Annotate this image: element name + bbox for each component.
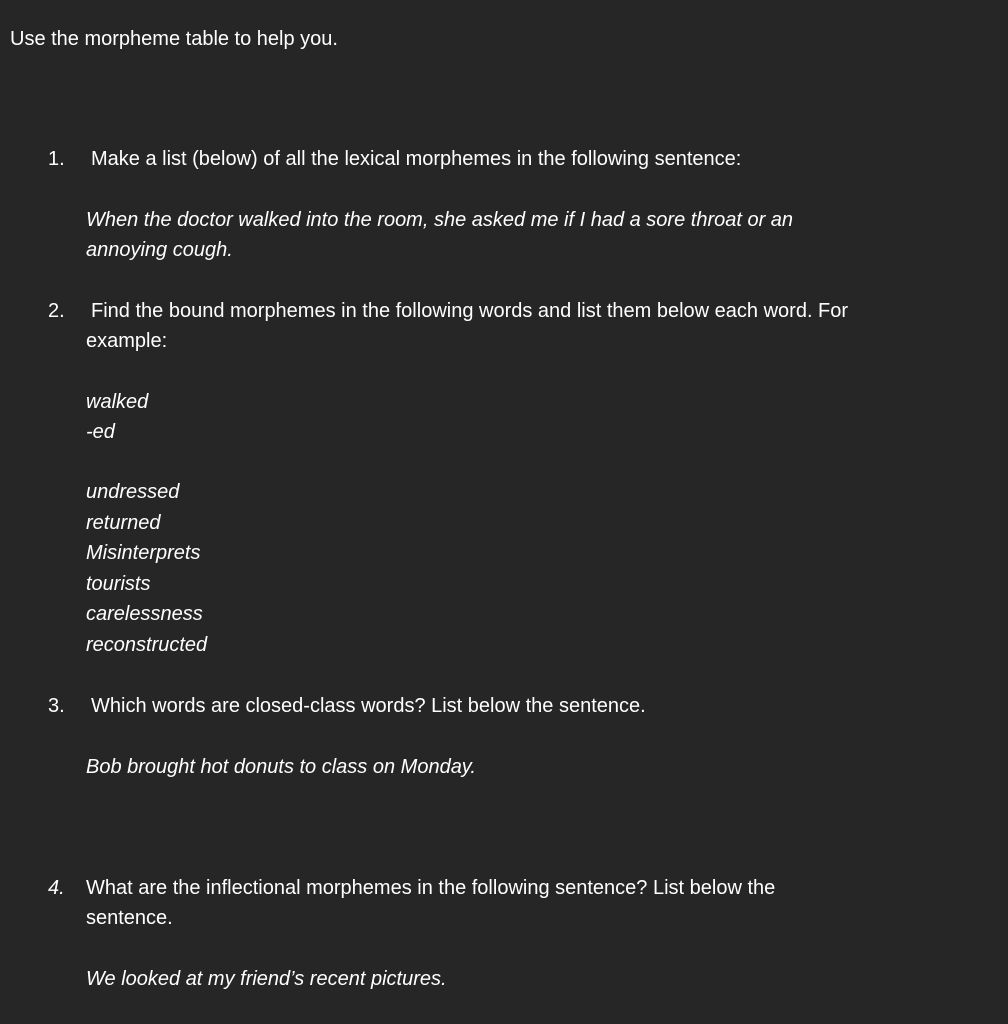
question-3-prompt: Which words are closed-class words? List below the sentence. [91, 695, 646, 717]
word-item: returned [86, 511, 161, 534]
question-1-sentence-line1: When the doctor walked into the room, she asked me if I had a sore throat or an [86, 209, 794, 231]
question-4-prompt-line1: What are the inflectional morphemes in the following sentence? List below the [86, 877, 776, 899]
question-1-sentence-line2: annoying cough. [86, 239, 233, 261]
example-morpheme: -ed [86, 421, 115, 443]
word-item: undressed [86, 481, 180, 503]
question-4-prompt-line2: sentence. [86, 907, 173, 929]
question-1-number: 1. [48, 148, 65, 170]
word-item: Misinterprets [86, 542, 201, 564]
word-list [86, 477, 207, 660]
question-3-number: 3. [48, 695, 65, 717]
question-4-number: 4. [48, 877, 65, 899]
question-2-number: 2. [48, 300, 65, 322]
question-3-sentence: Bob brought hot donuts to class on Monday. [86, 756, 476, 778]
word-item: tourists [86, 572, 151, 595]
example-word: walked [86, 391, 149, 413]
question-4-sentence: We looked at my friend’s recent pictures. [86, 968, 447, 990]
question-2-prompt-line2: example: [86, 330, 168, 352]
question-1-prompt: Make a list (below) of all the lexical morphemes in the following sentence: [91, 148, 742, 170]
intro-instruction: Use the morpheme table to help you. [10, 28, 338, 50]
word-item: reconstructed [86, 633, 208, 656]
word-item: carelessness [86, 603, 203, 625]
question-2-prompt-line1: Find the bound morphemes in the following words and list them below each word. For [91, 300, 849, 322]
